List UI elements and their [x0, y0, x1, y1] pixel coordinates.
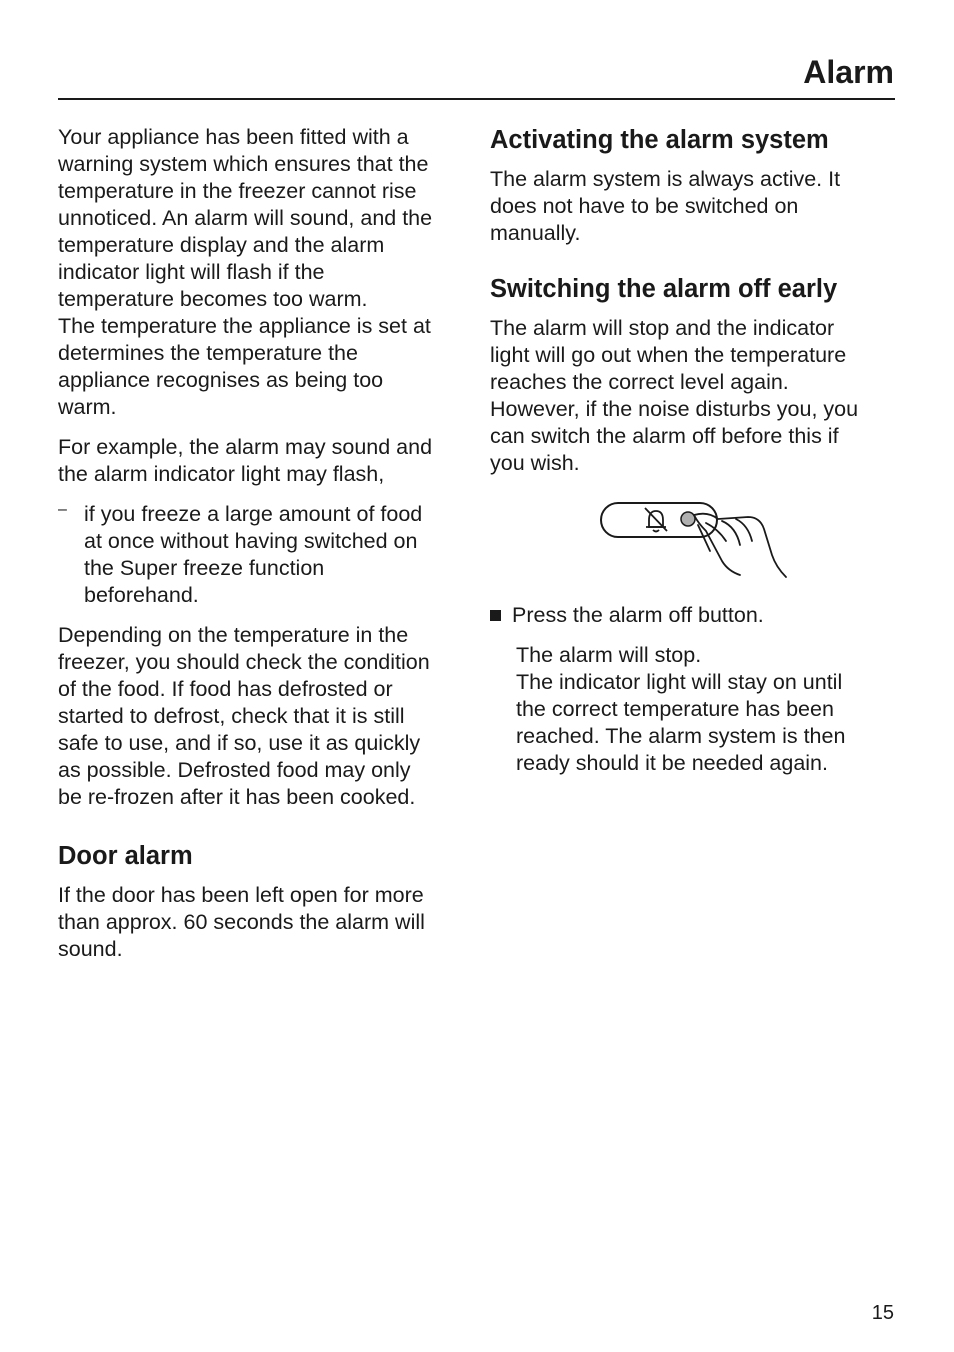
text-line: ready should it be needed again. [516, 751, 828, 775]
text-line: freezer, you should check the condition [58, 650, 430, 674]
right-column [490, 124, 895, 777]
indicator-light [681, 512, 695, 526]
dash-marker: – [58, 501, 67, 518]
text-line: Depending on the temperature in the [58, 623, 409, 647]
text-line: of the food. If food has defrosted or [58, 677, 393, 701]
result-paragraph [490, 642, 895, 777]
text-line: the correct temperature has been [516, 697, 834, 721]
text-line: The indicator light will stay on until [516, 670, 843, 694]
text-line: if you freeze a large amount of food [84, 502, 423, 526]
text-line: you wish. [490, 451, 580, 475]
text-line: beforehand. [84, 583, 199, 607]
example-paragraph [58, 434, 466, 488]
activating-heading: Activating the alarm system [490, 126, 829, 154]
switching-heading: Switching the alarm off early [490, 275, 838, 303]
text-line: does not have to be switched on [490, 194, 799, 218]
text-line: started to defrost, check that it is still [58, 704, 405, 728]
text-line: temperature display and the alarm [58, 233, 385, 257]
text-line: The alarm system is always active. It [490, 167, 841, 191]
text-line: unnoticed. An alarm will sound, and the [58, 206, 433, 230]
text-line: the Super freeze function [84, 556, 325, 580]
activating-paragraph [490, 166, 895, 247]
intro-paragraph [58, 124, 466, 421]
text-line: be re-frozen after it has been cooked. [58, 785, 416, 809]
text-line: The temperature the appliance is set at [58, 314, 431, 338]
bullet-square [490, 610, 501, 621]
left-column [58, 124, 466, 963]
instruction-step [490, 602, 895, 629]
alarm-off-button-illustration [598, 497, 798, 583]
text-line: than approx. 60 seconds the alarm will [58, 910, 425, 934]
text-line: the alarm indicator light may flash, [58, 462, 385, 486]
dash-list-item [58, 501, 466, 609]
door-alarm-paragraph [58, 882, 466, 963]
text-line: appliance recognises as being too [58, 368, 384, 392]
text-line: reaches the correct level again. [490, 370, 789, 394]
text-line: as possible. Defrosted food may only [58, 758, 411, 782]
text-line: The alarm will stop and the indicator [490, 316, 835, 340]
text-line: warm. [58, 395, 117, 419]
depending-paragraph [58, 622, 466, 811]
switching-paragraph [490, 315, 895, 477]
step-text: Press the alarm off button. [512, 603, 764, 627]
text-line: sound. [58, 937, 123, 961]
text-line: If the door has been left open for more [58, 883, 424, 907]
header-rule [58, 98, 895, 100]
text-line: reached. The alarm system is then [516, 724, 846, 748]
text-line: determines the temperature the [58, 341, 358, 365]
text-line: The alarm will stop. [516, 643, 702, 667]
page-title: Alarm [803, 54, 894, 90]
text-line: temperature becomes too warm. [58, 287, 368, 311]
page-number: 15 [871, 1302, 894, 1324]
text-line: manually. [490, 221, 581, 245]
control-panel-outline [601, 503, 717, 537]
text-line: However, if the noise disturbs you, you [490, 397, 859, 421]
text-line: safe to use, and if so, use it as quickly [58, 731, 421, 755]
text-line: warning system which ensures that the [58, 152, 429, 176]
text-line: indicator light will flash if the [58, 260, 325, 284]
alarm-off-icon [645, 508, 667, 532]
text-line: can switch the alarm off before this if [490, 424, 839, 448]
text-line: For example, the alarm may sound and [58, 435, 433, 459]
text-line: Your appliance has been fitted with a [58, 125, 409, 149]
hand-pointer-icon [694, 514, 786, 577]
door-alarm-heading: Door alarm [58, 842, 193, 870]
text-line: at once without having switched on [84, 529, 418, 553]
text-line: temperature in the freezer cannot rise [58, 179, 417, 203]
text-line: light will go out when the temperature [490, 343, 847, 367]
